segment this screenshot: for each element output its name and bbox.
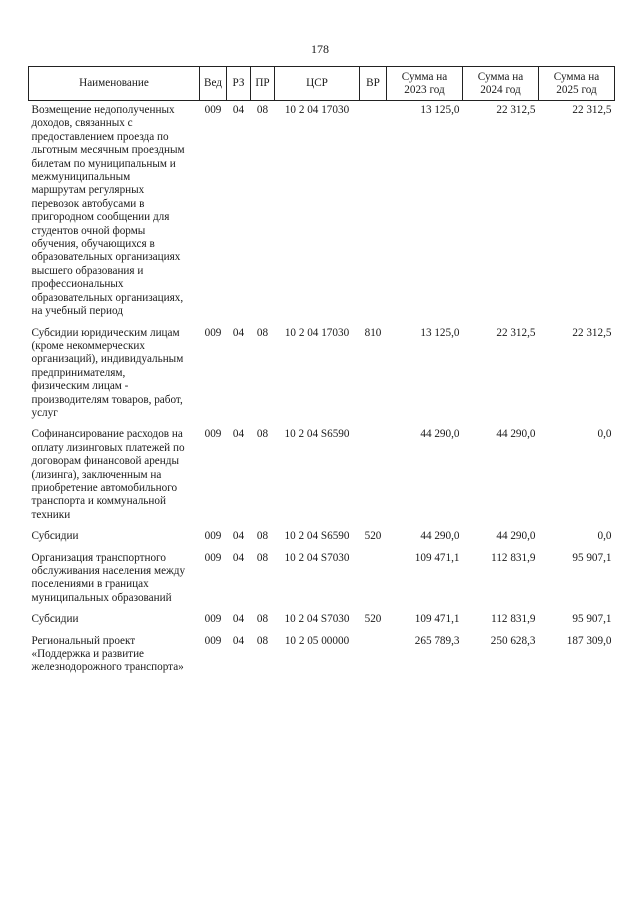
row-sum-2023: 44 290,0: [420, 530, 460, 543]
header-rz: РЗ: [227, 67, 251, 101]
row-ved: 009: [204, 530, 222, 543]
row-sum-2024: 250 628,3: [490, 634, 536, 647]
header-name: Наименование: [29, 67, 200, 101]
row-name-line: договорам финансовой аренды: [31, 455, 179, 468]
row-name-line: студентов очной формы: [31, 224, 146, 237]
row-name-line: Региональный проект: [31, 634, 136, 647]
table-row: [29, 552, 615, 614]
row-name: [29, 428, 200, 530]
row-name-line: доходов, связанных с: [31, 117, 133, 130]
row-sum-2025: 95 907,1: [572, 551, 612, 564]
row-sum-2025: 22 312,5: [572, 104, 612, 116]
row-name-line: обучения, обучающихся в: [31, 238, 155, 251]
row-name-line: железнодорожного транспорта»: [31, 661, 184, 674]
row-ved: 009: [204, 634, 222, 647]
row-name-line: транспорта и коммунальной: [31, 495, 166, 508]
row-sum-2023: 109 471,1: [414, 551, 460, 564]
row-pr: 08: [256, 530, 269, 543]
row-name: [29, 101, 200, 327]
row-rz: 04: [232, 613, 245, 626]
row-name: [29, 635, 200, 683]
row-name-line: (кроме некоммерческих: [31, 339, 145, 352]
row-vr: 520: [364, 530, 382, 543]
row-name-line: образовательных организациях: [31, 251, 181, 264]
table-body: [29, 101, 615, 683]
row-csr: 10 2 04 S7030: [284, 551, 350, 564]
row-csr: 10 2 04 17030: [284, 104, 350, 116]
row-csr: 10 2 04 17030: [284, 326, 350, 339]
row-name-line: обслуживания населения между: [31, 565, 186, 577]
table-row: [29, 613, 615, 634]
row-sum-2023: 109 471,1: [414, 613, 460, 626]
header-pr: ПР: [251, 67, 275, 101]
row-pr: 08: [256, 104, 269, 116]
row-sum-2025: 0,0: [597, 428, 612, 441]
row-pr: 08: [256, 613, 269, 626]
row-name-line: Организация транспортного: [31, 551, 166, 564]
row-name-line: Возмещение недополученных: [31, 104, 175, 116]
row-sum-2025: 22 312,5: [572, 326, 612, 339]
row-name-line: предпринимателям,: [31, 366, 126, 379]
row-name-line: профессиональных: [31, 278, 124, 291]
row-vr: [360, 552, 387, 614]
header-ved: Вед: [200, 67, 227, 101]
row-csr: 10 2 05 00000: [284, 634, 350, 647]
row-pr: 08: [256, 551, 269, 564]
header-sum-2024-line2: 2024 год: [480, 83, 521, 96]
row-sum-2023: 13 125,0: [420, 104, 460, 116]
row-name-line: высшего образования и: [31, 264, 144, 277]
row-name-line: Субсидии: [31, 530, 79, 543]
row-name-line: предоставлением проезда по: [31, 130, 169, 143]
header-sum-2025: [539, 67, 615, 101]
row-csr: 10 2 04 S7030: [284, 613, 350, 626]
row-sum-2024: 112 831,9: [491, 551, 536, 564]
row-name: [29, 530, 200, 551]
table-row: [29, 428, 615, 530]
row-rz: 04: [232, 530, 245, 543]
row-name-line: Субсидии юридическим лицам: [31, 326, 180, 339]
row-name-line: муниципальных образований: [31, 591, 172, 604]
row-ved: 009: [204, 551, 222, 564]
row-name-line: образовательных организациях,: [31, 291, 184, 304]
header-csr: ЦСР: [275, 67, 360, 101]
row-sum-2023: 44 290,0: [420, 428, 460, 441]
row-name-line: производителям товаров, работ,: [31, 393, 183, 406]
row-rz: 04: [232, 104, 245, 116]
row-sum-2023: 13 125,0: [420, 326, 460, 339]
row-ved: 009: [204, 104, 222, 116]
row-rz: 04: [232, 551, 245, 564]
row-name-line: (лизинга), заключенным на: [31, 468, 162, 481]
row-name-line: оплату лизинговых платежей по: [31, 441, 185, 454]
row-pr: 08: [256, 634, 269, 647]
row-pr: 08: [256, 428, 269, 441]
page-number: 178: [311, 42, 329, 56]
header-sum-2023-line1: Сумма на: [401, 71, 448, 83]
row-name-line: поселениями в границах: [31, 578, 149, 591]
row-sum-2024: 112 831,9: [491, 613, 536, 626]
row-name: [29, 552, 200, 614]
header-sum-2023: [387, 67, 463, 101]
row-sum-2024: 44 290,0: [496, 428, 536, 441]
header-sum-2024: [463, 67, 539, 101]
header-sum-2024-line1: Сумма на: [477, 71, 524, 83]
row-sum-2023: 265 789,3: [414, 634, 460, 647]
row-name-line: билетам по муниципальным и: [31, 157, 176, 170]
row-ved: 009: [204, 326, 222, 339]
row-name-line: Субсидии: [31, 613, 79, 626]
header-sum-2025-line2: 2025 год: [556, 83, 597, 96]
row-rz: 04: [232, 428, 245, 441]
row-vr: [360, 635, 387, 683]
header-vr: ВР: [360, 67, 387, 101]
table-row: [29, 635, 615, 683]
table-header-row: [29, 67, 615, 101]
row-vr: [360, 101, 387, 327]
row-name-line: «Поддержка и развитие: [31, 648, 145, 661]
row-vr: 810: [364, 326, 382, 339]
row-sum-2025: 187 309,0: [566, 634, 612, 647]
row-name-line: физическим лицам -: [31, 380, 129, 393]
row-csr: 10 2 04 S6590: [284, 530, 350, 543]
table-row: [29, 530, 615, 551]
row-csr: 10 2 04 S6590: [284, 428, 350, 441]
row-name-line: межмуниципальным: [31, 171, 131, 184]
table-row: [29, 101, 615, 327]
row-name-line: организаций), индивидуальным: [31, 353, 184, 366]
row-name-line: услуг: [31, 406, 58, 419]
row-ved: 009: [204, 613, 222, 626]
header-sum-2023-line2: 2023 год: [404, 83, 445, 96]
row-name-line: техники: [31, 508, 71, 521]
row-name-line: льготным месячным проездным: [31, 144, 185, 157]
row-rz: 04: [232, 634, 245, 647]
row-vr: [360, 428, 387, 530]
row-name: [29, 327, 200, 429]
table-row: [29, 327, 615, 429]
row-name-line: перевозок автобусами в: [31, 197, 145, 210]
row-vr: 520: [364, 613, 382, 626]
row-sum-2025: 0,0: [597, 530, 612, 543]
row-name-line: на учебный период: [31, 305, 123, 318]
row-name-line: пригородном сообщении для: [31, 211, 170, 224]
row-pr: 08: [256, 326, 269, 339]
budget-table: [28, 66, 615, 683]
row-sum-2024: 22 312,5: [496, 104, 536, 116]
row-name-line: Софинансирование расходов на: [31, 428, 183, 441]
row-name: [29, 613, 200, 634]
header-sum-2025-line1: Сумма на: [553, 71, 600, 83]
row-ved: 009: [204, 428, 222, 441]
row-name-line: маршрутам регулярных: [31, 184, 145, 197]
row-sum-2025: 95 907,1: [572, 613, 612, 626]
row-name-line: приобретение автомобильного: [31, 481, 178, 494]
row-sum-2024: 22 312,5: [496, 326, 536, 339]
row-rz: 04: [232, 326, 245, 339]
row-sum-2024: 44 290,0: [496, 530, 536, 543]
